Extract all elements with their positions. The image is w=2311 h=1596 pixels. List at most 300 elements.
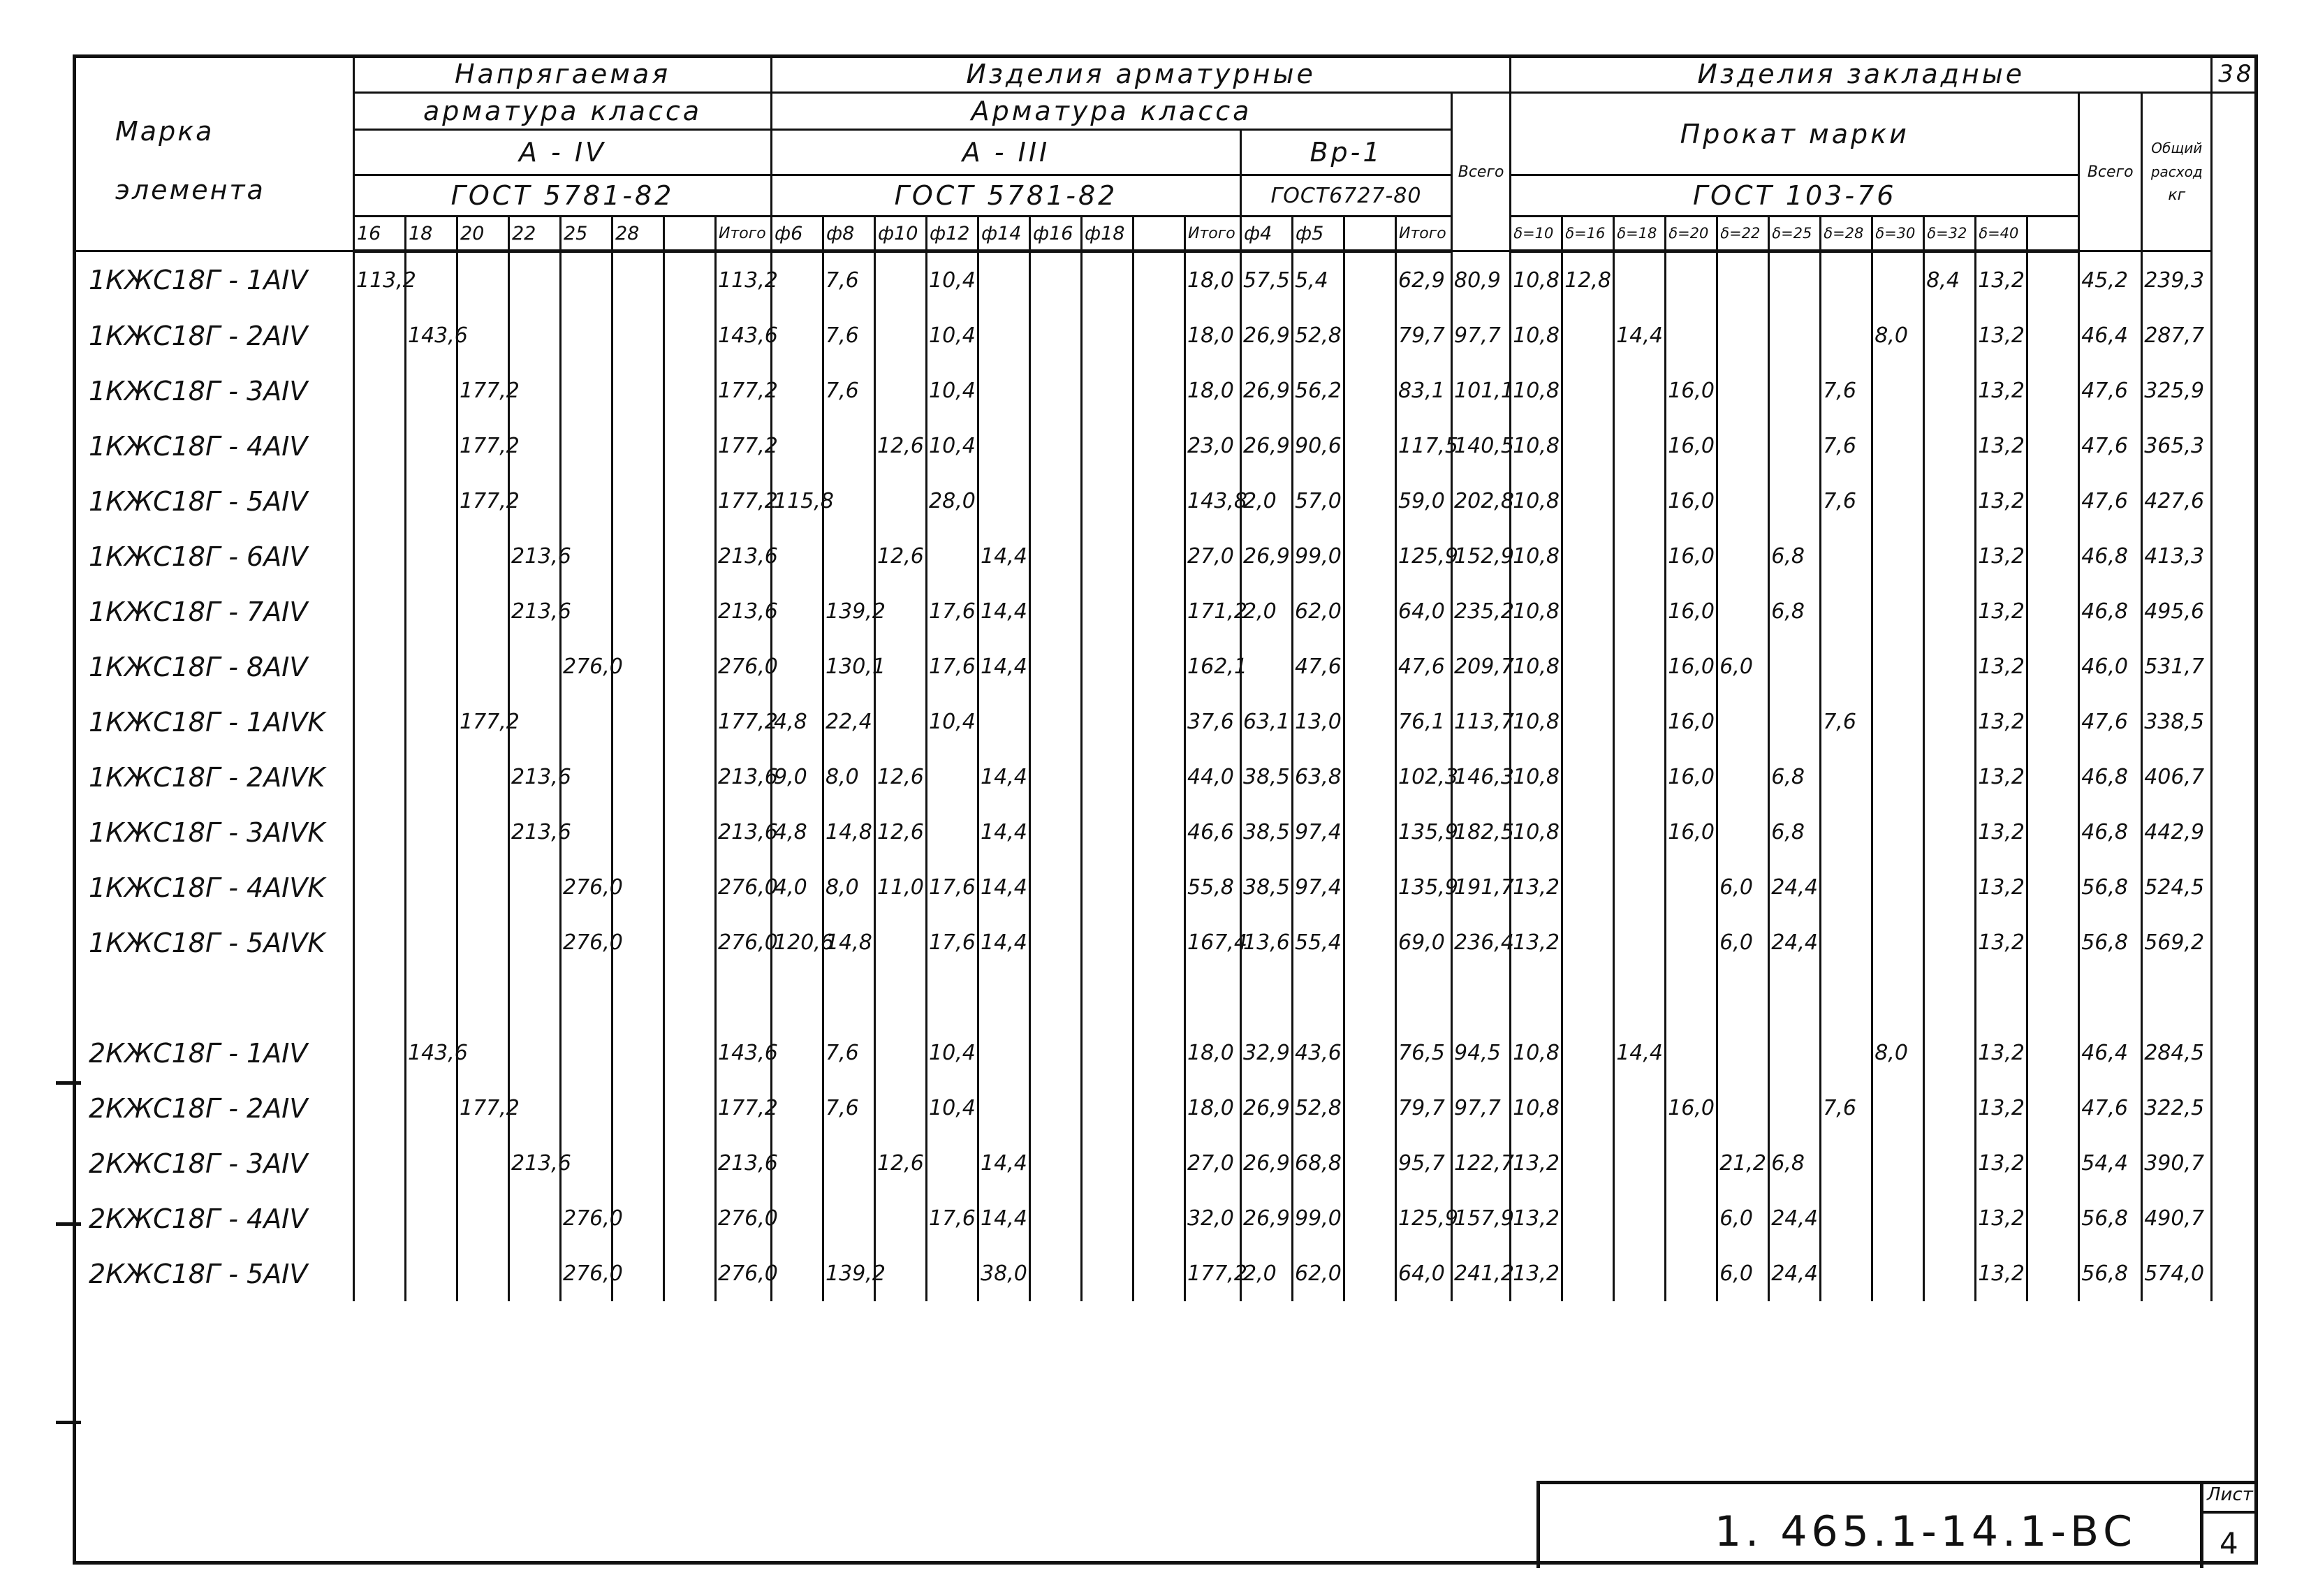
table-cell: [664, 860, 716, 915]
table-cell: 13,2: [1976, 363, 2027, 418]
table-cell: [354, 749, 406, 805]
element-mark: 1КЖС18Г - 5AIV: [74, 474, 354, 529]
table-cell: [1614, 639, 1666, 694]
table-cell: 12,8: [1562, 251, 1614, 309]
table-cell: [354, 584, 406, 639]
table-cell: [1082, 805, 1134, 860]
table-cell: 284,5: [2142, 1025, 2212, 1081]
table-cell: 338,5: [2142, 694, 2212, 749]
table-cell: 56,8: [2079, 860, 2142, 915]
table-cell: 56,2: [1293, 363, 1344, 418]
table-cell: [1769, 363, 1821, 418]
table-cell: [1821, 970, 1872, 1025]
table-cell: [664, 1025, 716, 1081]
table-cell: [1134, 639, 1185, 694]
table-cell: 23,0: [1185, 418, 1241, 474]
diam-cell: 22: [509, 217, 561, 251]
table-cell: [2027, 251, 2079, 309]
table-cell: 235,2: [1452, 584, 1511, 639]
table-cell: 63,1: [1241, 694, 1293, 749]
table-cell: [1134, 363, 1185, 418]
table-cell: [1344, 363, 1396, 418]
table-cell: [1666, 251, 1717, 309]
table-cell: [664, 1081, 716, 1136]
table-cell: [1872, 1191, 1924, 1246]
table-cell: [1030, 308, 1082, 363]
table-cell: 46,8: [2079, 529, 2142, 584]
table-cell: 13,2: [1976, 418, 2027, 474]
table-cell: [612, 308, 664, 363]
table-cell: 13,2: [1511, 860, 1562, 915]
table-cell: [772, 1025, 823, 1081]
table-cell: [612, 418, 664, 474]
table-cell: [406, 584, 457, 639]
table-cell: 17,6: [927, 1191, 978, 1246]
element-mark: [74, 970, 354, 1025]
table-cell: [1562, 1025, 1614, 1081]
table-cell: 140,5: [1452, 418, 1511, 474]
table-cell: [561, 1081, 612, 1136]
table-cell: 569,2: [2142, 915, 2212, 970]
table-cell: [1030, 529, 1082, 584]
table-cell: [1872, 915, 1924, 970]
table-cell: 213,6: [509, 749, 561, 805]
table-cell: 7,6: [1821, 694, 1872, 749]
table-cell: 213,6: [509, 584, 561, 639]
table-cell: 24,4: [1769, 1191, 1821, 1246]
table-cell: 13,2: [1976, 474, 2027, 529]
table-cell: [2027, 1081, 2079, 1136]
table-cell: 157,9: [1452, 1191, 1511, 1246]
table-cell: 26,9: [1241, 1081, 1293, 1136]
table-cell: 10,8: [1511, 529, 1562, 584]
table-cell: [2027, 474, 2079, 529]
table-cell: 90,6: [1293, 418, 1344, 474]
table-cell: 490,7: [2142, 1191, 2212, 1246]
table-cell: [1082, 308, 1134, 363]
table-cell: [978, 308, 1030, 363]
table-cell: 14,4: [978, 584, 1030, 639]
table-cell: [457, 1246, 509, 1301]
diam-cell: ф5: [1293, 217, 1344, 251]
table-cell: [772, 363, 823, 418]
table-cell: 24,4: [1769, 860, 1821, 915]
table-cell: 97,4: [1293, 860, 1344, 915]
table-cell: 6,0: [1717, 1191, 1769, 1246]
table-cell: 113,7: [1452, 694, 1511, 749]
table-cell: 14,4: [978, 915, 1030, 970]
table-cell: [612, 1025, 664, 1081]
table-cell: [1344, 1025, 1396, 1081]
table-cell: [457, 639, 509, 694]
table-cell: 17,6: [927, 584, 978, 639]
margin-tick: [56, 1222, 81, 1226]
table-cell: 4,0: [772, 860, 823, 915]
table-cell: 10,8: [1511, 1025, 1562, 1081]
table-cell: 62,0: [1293, 1246, 1344, 1301]
a4-gost: ГОСТ 5781-82: [354, 175, 772, 217]
table-cell: 113,2: [354, 251, 406, 309]
table-cell: [354, 418, 406, 474]
table-cell: [1134, 1246, 1185, 1301]
table-cell: [772, 1136, 823, 1191]
table-cell: [406, 860, 457, 915]
table-cell: [1872, 363, 1924, 418]
table-cell: 276,0: [716, 915, 772, 970]
table-cell: [1344, 418, 1396, 474]
table-cell: 10,8: [1511, 805, 1562, 860]
table-cell: 4,8: [772, 805, 823, 860]
table-cell: [1030, 915, 1082, 970]
table-cell: 79,7: [1396, 1081, 1452, 1136]
table-cell: 143,6: [406, 1025, 457, 1081]
table-cell: 62,9: [1396, 251, 1452, 309]
table-cell: [1082, 749, 1134, 805]
table-cell: [406, 474, 457, 529]
table-cell: 13,2: [1976, 251, 2027, 309]
table-cell: [1717, 805, 1769, 860]
table-cell: 14,4: [978, 805, 1030, 860]
table-cell: [1134, 694, 1185, 749]
table-cell: 17,6: [927, 915, 978, 970]
table-cell: [1134, 860, 1185, 915]
table-cell: 276,0: [716, 860, 772, 915]
table-cell: [1924, 1136, 1976, 1191]
table-cell: 10,4: [927, 308, 978, 363]
table-cell: 64,0: [1396, 1246, 1452, 1301]
table-cell: 47,6: [2079, 1081, 2142, 1136]
table-cell: [875, 363, 927, 418]
table-cell: 13,2: [1976, 1136, 2027, 1191]
table-cell: [1872, 1081, 1924, 1136]
table-cell: 44,0: [1185, 749, 1241, 805]
table-cell: [2027, 915, 2079, 970]
table-cell: [1082, 1025, 1134, 1081]
table-cell: 10,4: [927, 694, 978, 749]
table-cell: [1924, 639, 1976, 694]
table-cell: 47,6: [1396, 639, 1452, 694]
element-mark: 2КЖС18Г - 4AIV: [74, 1191, 354, 1246]
table-cell: [2027, 584, 2079, 639]
table-cell: 76,1: [1396, 694, 1452, 749]
table-cell: 6,8: [1769, 749, 1821, 805]
table-cell: 57,0: [1293, 474, 1344, 529]
table-cell: [1614, 529, 1666, 584]
table-cell: [664, 1136, 716, 1191]
table-cell: [1717, 749, 1769, 805]
table-cell: [509, 970, 561, 1025]
table-cell: [1872, 1136, 1924, 1191]
table-cell: 13,2: [1976, 749, 2027, 805]
table-cell: [823, 1191, 875, 1246]
table-cell: 52,8: [1293, 308, 1344, 363]
table-cell: [1134, 308, 1185, 363]
table-cell: [823, 529, 875, 584]
table-cell: [1344, 584, 1396, 639]
table-cell: [612, 694, 664, 749]
table-cell: 12,6: [875, 529, 927, 584]
table-row: [74, 749, 2257, 805]
table-cell: [1872, 251, 1924, 309]
table-cell: [1082, 1191, 1134, 1246]
diam-cell: 16: [354, 217, 406, 251]
table-cell: [612, 1136, 664, 1191]
table-cell: [1344, 970, 1396, 1025]
table-cell: [406, 805, 457, 860]
rolled-grade-header: Прокат марки: [1511, 93, 2079, 175]
table-cell: 2,0: [1241, 584, 1293, 639]
table-cell: 64,0: [1396, 584, 1452, 639]
table-cell: [509, 1025, 561, 1081]
table-cell: 13,2: [1976, 915, 2027, 970]
table-cell: [1666, 860, 1717, 915]
table-cell: [664, 529, 716, 584]
table-cell: [1924, 915, 1976, 970]
table-cell: [406, 418, 457, 474]
table-cell: [1717, 251, 1769, 309]
table-row: [74, 1191, 2257, 1246]
table-cell: 13,2: [1976, 584, 2027, 639]
table-cell: [1134, 970, 1185, 1025]
table-cell: [978, 418, 1030, 474]
table-cell: 177,2: [457, 474, 509, 529]
table-row: [74, 418, 2257, 474]
table-cell: [354, 1191, 406, 1246]
table-cell: [1082, 529, 1134, 584]
table-cell: 146,3: [1452, 749, 1511, 805]
table-cell: 8,0: [1872, 308, 1924, 363]
table-cell: 2,0: [1241, 1246, 1293, 1301]
table-cell: 8,0: [823, 749, 875, 805]
table-cell: 97,7: [1452, 1081, 1511, 1136]
table-cell: [1344, 860, 1396, 915]
table-cell: [1344, 1136, 1396, 1191]
table-cell: 177,2: [457, 418, 509, 474]
table-cell: [927, 749, 978, 805]
table-cell: [406, 915, 457, 970]
element-mark: 1КЖС18Г - 7AIV: [74, 584, 354, 639]
diam-cell: ф10: [875, 217, 927, 251]
table-cell: [612, 474, 664, 529]
table-cell: 13,2: [1976, 1191, 2027, 1246]
table-cell: [1134, 418, 1185, 474]
table-cell: [1134, 529, 1185, 584]
table-cell: [664, 1246, 716, 1301]
table-cell: 276,0: [561, 639, 612, 694]
table-row: [74, 1081, 2257, 1136]
table-cell: [1082, 1136, 1134, 1191]
table-row: [74, 529, 2257, 584]
table-cell: 524,5: [2142, 860, 2212, 915]
table-cell: [823, 970, 875, 1025]
table-cell: 13,2: [1511, 1191, 1562, 1246]
table-cell: 182,5: [1452, 805, 1511, 860]
table-cell: 143,6: [716, 1025, 772, 1081]
table-cell: [1769, 694, 1821, 749]
table-cell: [1134, 1136, 1185, 1191]
table-cell: [1344, 639, 1396, 694]
table-cell: 13,2: [1976, 529, 2027, 584]
table-cell: [664, 970, 716, 1025]
table-cell: [509, 1191, 561, 1246]
table-cell: [1924, 418, 1976, 474]
table-cell: 10,8: [1511, 418, 1562, 474]
table-cell: 14,4: [1614, 1025, 1666, 1081]
table-cell: 26,9: [1241, 308, 1293, 363]
table-cell: 14,4: [978, 639, 1030, 694]
table-cell: 7,6: [1821, 1081, 1872, 1136]
table-cell: [1614, 749, 1666, 805]
table-cell: [1614, 418, 1666, 474]
table-cell: [664, 805, 716, 860]
table-cell: 10,8: [1511, 694, 1562, 749]
table-cell: [1666, 308, 1717, 363]
table-cell: 130,1: [823, 639, 875, 694]
table-cell: [1614, 1081, 1666, 1136]
table-cell: [2027, 418, 2079, 474]
table-cell: 12,6: [875, 749, 927, 805]
table-row: [74, 251, 2257, 309]
table-cell: 55,8: [1185, 860, 1241, 915]
table-cell: 12,6: [875, 805, 927, 860]
table-cell: [509, 639, 561, 694]
table-cell: [978, 363, 1030, 418]
table-cell: [664, 363, 716, 418]
table-cell: 139,2: [823, 1246, 875, 1301]
table-cell: 69,0: [1396, 915, 1452, 970]
table-cell: [1511, 970, 1562, 1025]
table-cell: 83,1: [1396, 363, 1452, 418]
table-cell: [1872, 529, 1924, 584]
table-cell: [1614, 915, 1666, 970]
table-cell: 80,9: [1452, 251, 1511, 309]
table-cell: [1821, 1246, 1872, 1301]
table-cell: 6,8: [1769, 1136, 1821, 1191]
table-cell: 390,7: [2142, 1136, 2212, 1191]
table-cell: [612, 1081, 664, 1136]
table-cell: [1872, 694, 1924, 749]
table-cell: [354, 1246, 406, 1301]
table-cell: [1924, 584, 1976, 639]
table-cell: [2027, 749, 2079, 805]
table-cell: [1030, 639, 1082, 694]
table-cell: [1082, 363, 1134, 418]
table-cell: 574,0: [2142, 1246, 2212, 1301]
table-cell: [664, 584, 716, 639]
table-cell: 241,2: [1452, 1246, 1511, 1301]
sheet-label: Лист: [2207, 1484, 2253, 1505]
table-cell: 8,0: [823, 860, 875, 915]
specification-table: [73, 54, 2258, 1301]
table-cell: [457, 529, 509, 584]
table-cell: [664, 1191, 716, 1246]
table-cell: [1666, 1025, 1717, 1081]
diam-cell: ф12: [927, 217, 978, 251]
table-cell: 6,0: [1717, 915, 1769, 970]
table-cell: 287,7: [2142, 308, 2212, 363]
table-cell: 26,9: [1241, 418, 1293, 474]
table-cell: [1614, 474, 1666, 529]
table-cell: [1717, 694, 1769, 749]
table-cell: 17,6: [927, 860, 978, 915]
element-mark: 1КЖС18Г - 5AIVK: [74, 915, 354, 970]
table-cell: [716, 970, 772, 1025]
table-cell: [1562, 970, 1614, 1025]
element-mark: 1КЖС18Г - 1AIVK: [74, 694, 354, 749]
table-cell: [354, 970, 406, 1025]
table-cell: [875, 251, 927, 309]
table-cell: 14,4: [978, 749, 1030, 805]
table-cell: 13,2: [1976, 1246, 2027, 1301]
itogo-cell: Итого: [1396, 217, 1452, 251]
table-cell: [1030, 1025, 1082, 1081]
table-cell: 22,4: [823, 694, 875, 749]
table-cell: [1614, 1246, 1666, 1301]
table-cell: 10,4: [927, 363, 978, 418]
element-mark: 1КЖС18Г - 4AIV: [74, 418, 354, 474]
table-row: [74, 474, 2257, 529]
table-cell: [1872, 639, 1924, 694]
table-cell: [1030, 1191, 1082, 1246]
table-cell: [406, 529, 457, 584]
table-cell: 177,2: [457, 1081, 509, 1136]
table-cell: 26,9: [1241, 363, 1293, 418]
table-cell: [1134, 1025, 1185, 1081]
table-cell: 213,6: [509, 529, 561, 584]
table-cell: [1134, 584, 1185, 639]
a4-class: А - IV: [354, 130, 772, 175]
table-cell: 7,6: [823, 363, 875, 418]
table-cell: 531,7: [2142, 639, 2212, 694]
table-cell: [612, 529, 664, 584]
table-cell: [1821, 1191, 1872, 1246]
table-cell: 97,7: [1452, 308, 1511, 363]
table-cell: [1562, 860, 1614, 915]
table-cell: 16,0: [1666, 694, 1717, 749]
table-cell: 18,0: [1185, 1081, 1241, 1136]
table-cell: [664, 308, 716, 363]
element-mark: 2КЖС18Г - 5AIV: [74, 1246, 354, 1301]
table-cell: 276,0: [561, 1191, 612, 1246]
table-cell: 6,0: [1717, 860, 1769, 915]
table-cell: [1717, 584, 1769, 639]
table-cell: 213,6: [716, 749, 772, 805]
table-cell: 171,2: [1185, 584, 1241, 639]
table-cell: [354, 1081, 406, 1136]
table-cell: [1134, 915, 1185, 970]
table-cell: [1562, 363, 1614, 418]
table-cell: 32,9: [1241, 1025, 1293, 1081]
table-cell: 135,9: [1396, 860, 1452, 915]
table-cell: [2079, 970, 2142, 1025]
table-cell: [1924, 1025, 1976, 1081]
table-cell: [457, 805, 509, 860]
table-cell: [1614, 805, 1666, 860]
table-cell: [2027, 1191, 2079, 1246]
table-cell: [772, 639, 823, 694]
thickness-cell: δ=18: [1614, 217, 1666, 251]
table-cell: 236,4: [1452, 915, 1511, 970]
table-cell: [1821, 1025, 1872, 1081]
table-cell: [1717, 1025, 1769, 1081]
table-cell: 10,8: [1511, 1081, 1562, 1136]
table-cell: 13,2: [1511, 915, 1562, 970]
table-cell: 43,6: [1293, 1025, 1344, 1081]
table-cell: [406, 1191, 457, 1246]
table-cell: 125,9: [1396, 1191, 1452, 1246]
table-cell: [978, 970, 1030, 1025]
table-cell: [612, 749, 664, 805]
